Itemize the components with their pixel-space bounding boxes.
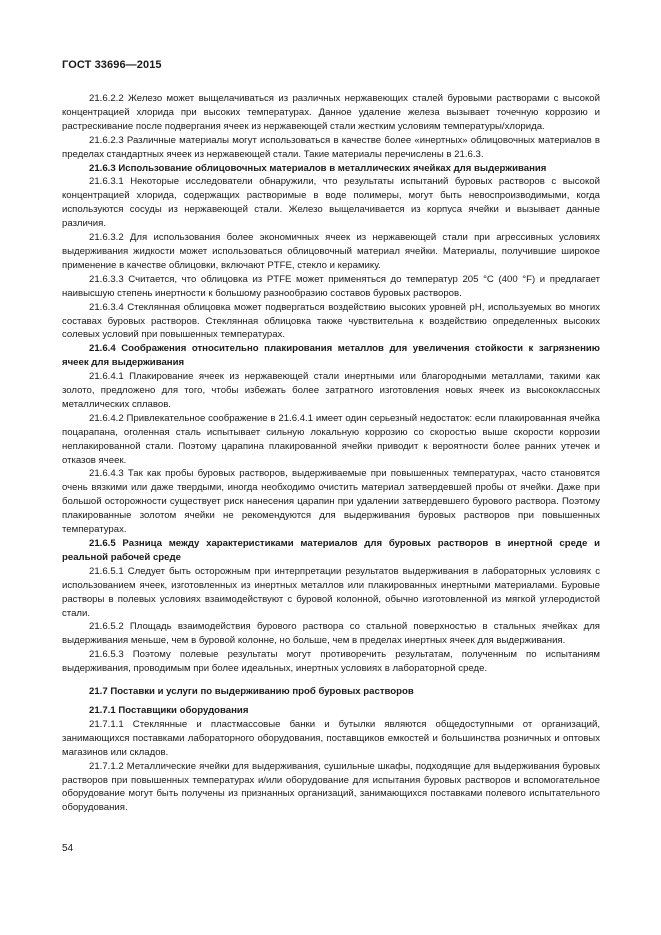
paragraph-21-6-3-4: 21.6.3.4 Стеклянная облицовка может подвергаться воздействию высоких уровней pH, используемых во многих составах буровых растворов. Стеклянная облицовка также чувствительна к воздействию определенных высоких солевых условий при повышенных температурах. — [62, 301, 600, 341]
paragraph-21-6-5-1: 21.6.5.1 Следует быть осторожным при интерпретации результатов выдерживания в лабораторных условиях с использованием ячеек, изготовленных из инертных металлов или плакированных инертными материалами. Буровые растворы в полевых условиях взаимодействуют с буровой колонной, обычно изготовленной из мягкой углеродистой стали. — [62, 565, 600, 619]
heading-21-6-3: 21.6.3 Использование облицовочных материалов в металлических ячейках для выдерживания — [89, 162, 547, 174]
paragraph-21-6-4-1: 21.6.4.1 Плакирование ячеек из нержавеющей стали инертными или благородными металлами, такими как золото, предложено для того, чтобы избежать более затратного изготовления новых ячеек из высококлассных металлических сплавов. — [62, 371, 600, 410]
paragraph-21-7-1-2: 21.7.1.2 Металлические ячейки для выдерживания, сушильные шкафы, подходящие для выдерживания буровых растворов при повышенных температурах и/или оборудование для испытания буровых растворов и вспомогательное оборудование могут быть получены из признанных организаций, занимающихся поставками полевого испытательного оборудования. — [62, 760, 600, 814]
heading-21-7-1: 21.7.1 Поставщики оборудования — [89, 704, 249, 716]
paragraph-21-7-1-1: 21.7.1.1 Стеклянные и пластмассовые банки и бутылки являются общедоступными от организаций, занимающихся поставками лабораторного оборудования, поставщиков емкостей и большинства розничных и оптовых магазинов или складов. — [62, 718, 600, 758]
heading-21-7: 21.7 Поставки и услуги по выдерживанию проб буровых растворов — [89, 686, 414, 698]
paragraph-21-6-2-3: 21.6.2.3 Различные материалы могут использоваться в качестве более «инертных» облицовочных материалов в пределах стандартных ячеек из нержавеющей стали. Такие материалы перечислены в 21.6.3. — [62, 134, 600, 160]
page-number: 54 — [62, 843, 74, 854]
paragraph-21-6-2-2: 21.6.2.2 Железо может выщелачиваться из различных нержавеющих сталей буровыми растворами с высокой концентрацией хлорида при высоких температурах. Данное удаление железа вызывает точечную коррозию и растрескивание после подвергания ячеек из нержавеющей стали жестким условиям температуры/хлорида. — [62, 93, 600, 132]
heading-21-6-4: 21.6.4 Соображения относительно плакирования металлов для увеличения стойкости к загрязнению ячеек для выдерживания — [62, 343, 600, 369]
paragraph-21-6-5-2: 21.6.5.2 Площадь взаимодействия бурового раствора со стальной поверхностью в стальных ячейках для выдерживания меньше, чем в буровой колонне, но больше, чем в пределах инертных ячеек для выдерживания. — [62, 621, 600, 647]
heading-21-6-5: 21.6.5 Разница между характеристиками материалов для буровых растворов в инертной среде и реальной рабочей среде — [62, 538, 600, 563]
paragraph-21-6-4-2: 21.6.4.2 Привлекательное соображение в 21.6.4.1 имеет один серьезный недостаток: если плакированная ячейка поцарапана, оголенная сталь испытывает сильную локальную коррозию со скоростью выше скорости коррозии неплакированной стали. Поэтому царапина плакированной ячейки приводит к вероятности более ранних утечек и отказов ячеек. — [62, 412, 600, 466]
document-body — [62, 92, 600, 815]
paragraph-21-6-4-3: 21.6.4.3 Так как пробы буровых растворов, выдерживаемые при повышенных температурах, часто становятся очень вязкими или даже твердыми, иногда необходимо очистить материал затвердевшей пробы от ячейки. Даже при большой осторожности существует риск нанесения царапин при удалении затвердевшего бурового раствора. Поэтому плакированные золотом ячейки не рекомендуются для выдерживания буровых растворов при повышенных температурах. — [62, 468, 600, 536]
paragraph-21-6-3-3: 21.6.3.3 Считается, что облицовка из PTFE может применяться до температур 205 °С (400 °F) и предлагает наивысшую степень инертности к большому разнообразию составов буровых растворов. — [62, 273, 600, 299]
paragraph-21-6-3-2: 21.6.3.2 Для использования более экономичных ячеек из нержавеющей стали при агрессивных условиях выдерживания жидкости может использоваться облицовочный материал ячейки. Материалы, получившие широкое применение в качестве облицовки, включают PTFE, стекло и керамику. — [62, 232, 600, 271]
paragraph-21-6-3-1: 21.6.3.1 Некоторые исследователи обнаружили, что результаты испытаний буровых растворов с высокой концентрацией хлорида, содержащих растворимые в воде полимеры, могут быть невоспроизводимыми, когда используются сосуды из нержавеющей стали. Железо выщелачивается из корпуса ячейки и вызывает данные различия. — [62, 176, 600, 230]
paragraph-21-6-5-3: 21.6.5.3 Поэтому полевые результаты могут противоречить результатам, полученным по испытаниям выдерживания, проводимым при более идеальных, инертных условиях в лабораторной среде. — [62, 649, 600, 675]
document-header: ГОСТ 33696—2015 — [62, 59, 162, 71]
